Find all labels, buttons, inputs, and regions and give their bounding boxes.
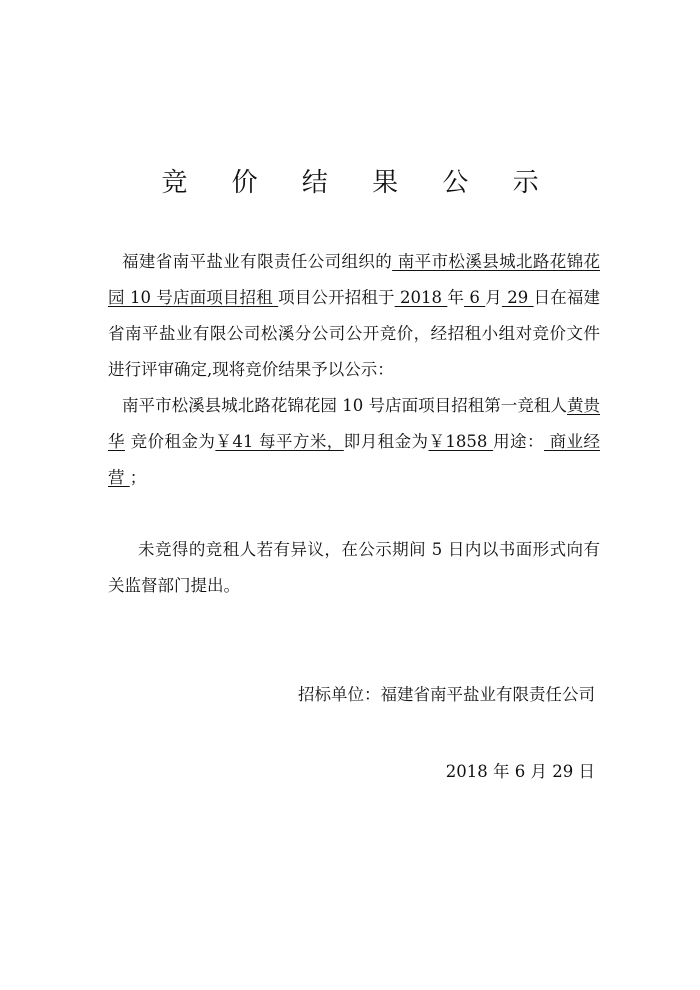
day-unit: 日 [533, 288, 551, 307]
announcement-suffix: 在福建省南平盐业有限公司松溪分公司公开竞价，经招租小组对竞价文件进行评审确定,现将竞价结果予以公示： [108, 288, 601, 379]
objection-text: 未竞得的竞租人若有异议，在公示期间 5 日内以书面形式向有关监督部门提出。 [108, 540, 600, 595]
page-title: 竞 价 结 果 公 示 [161, 168, 557, 198]
rent-label: 竞价租金为 [130, 432, 216, 451]
year-unit: 年 [447, 288, 464, 307]
paragraph-announcement [108, 244, 600, 388]
paragraph-objection [108, 532, 600, 604]
result-prefix: 南平市松溪县城北路花锦花园 10 号店面项目招租第一竞租人 [122, 396, 567, 415]
organizer-text: 福建省南平盐业有限责任公司组织的 [122, 252, 393, 271]
use-label: 用途： [493, 432, 544, 451]
use-value: 商业经营 [108, 432, 601, 487]
date-year: 2018 [394, 288, 448, 307]
result-end: ； [129, 468, 147, 487]
paragraph-result [108, 388, 600, 496]
date-month: 6 [463, 288, 486, 307]
document-date: 2018 年 6 月 29 日 [445, 762, 595, 781]
monthly-label: 即月租金为 [343, 432, 429, 451]
month-unit: 月 [485, 288, 502, 307]
project-name: 南平市松溪县城北路花锦花园 10 号店面项目招租 [108, 252, 601, 307]
rent-value: ￥41 每平方米， [215, 432, 344, 451]
signature-label: 招标单位： [298, 685, 381, 704]
signature-org: 福建省南平盐业有限责任公司 [380, 685, 595, 704]
date-day: 29 [501, 288, 534, 307]
winner-name: 黄贵华 [108, 396, 600, 451]
signature-line [298, 683, 595, 707]
monthly-value: ￥1858 [428, 432, 494, 451]
tender-text: 项目公开招租于 [278, 288, 395, 307]
